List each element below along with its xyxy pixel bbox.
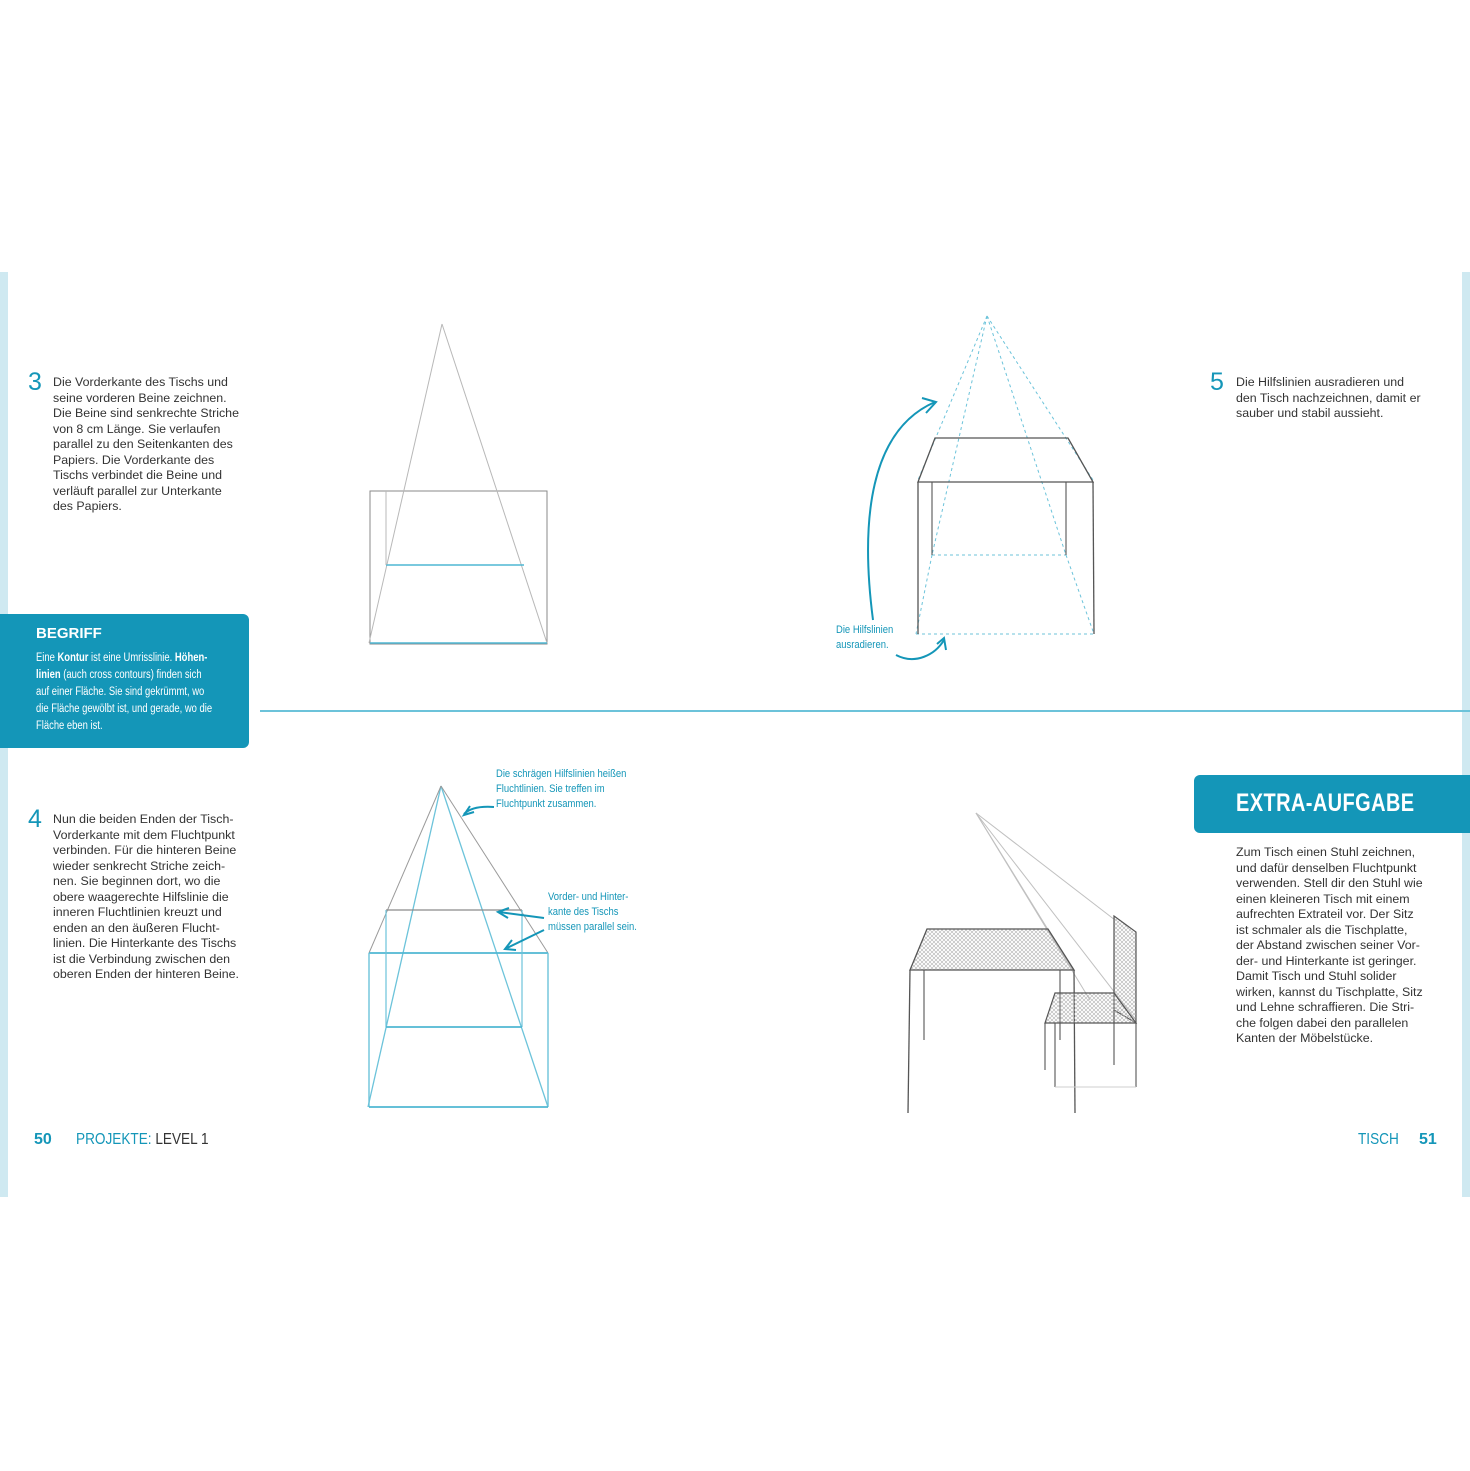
step-5-drawing [868,316,1094,659]
annotation-parallel: Vorder- und Hinter- kante des Tischs müssen parallel sein. [548,891,637,933]
right-page-number: 51 [1419,1131,1437,1148]
step-5-number: 5 [1210,368,1224,396]
step-3-text: Die Vorderkante des Tischs und seine vorderen Beine zeichnen. Die Beine sind senkrechte Striche von 8 cm Länge. Sie verlaufen parallel zu den Seitenkanten des Papiers. Die Vorderkante des Tischs verbindet die Beine und verläuft parallel zur Unterkante des Papiers. [53,375,239,513]
step-4-text: Nun die beiden Enden der Tisch- Vorderkante mit dem Fluchtpunkt verbinden. Für die hinteren Beine wieder senkrecht Striche zeich- nen. Sie beginnen dort, wo die obere waagerechte Hilfslinie die inneren Fluchtlinien kreuzt und enden an den äußeren Flucht- linien. Die Hinterkante des Tischs ist die Verbindung zwischen den oberen Enden der hinteren Beine. [53,812,239,981]
begriff-text-3: (auch cross contours) finden sich auf einer Fläche. Sie sind gekrümmt, wo die Fläche gewölbt ist, und gerade, wo die Fläche eben ist. [36,669,213,732]
extra-drawing [908,813,1136,1113]
extra-aufgabe-title: EXTRA-AUFGABE [1236,789,1415,817]
left-footer-section [76,1131,209,1149]
step-5-text: Die Hilfslinien ausradieren und den Tisch nachzeichnen, damit er sauber und stabil aussieht. [1236,375,1421,420]
begriff-bold-hoehenlinien: Höhen- linien [36,652,208,681]
begriff-title: BEGRIFF [36,625,102,642]
extra-aufgabe-text: Zum Tisch einen Stuhl zeichnen, und dafür denselben Fluchtpunkt verwenden. Stell dir den Stuhl wie einen kleineren Tisch mit einem aufrechten Extrateil vor. Der Sitz ist schmaler als die Tischplatte, der Abstand zwischen seiner Vor- der- und Hinterkante ist geringer. Damit Tisch und Stuhl solider wirken, kannst du Tischplatte, Sitz und Lehne schraffieren. Die Stri- che folgen dabei den parallelen Kanten der Möbelstücke. [1236,845,1423,1045]
step-3-drawing [369,324,547,644]
begriff-text-1: Eine [36,652,58,664]
left-page-number: 50 [34,1131,52,1148]
footer-projekte-label: PROJEKTE: [76,1131,152,1148]
step-4-number: 4 [28,805,42,833]
annotation-fluchtlinien: Die schrägen Hilfslinien heißen Fluchtlinien. Sie treffen im Fluchtpunkt zusammen. [496,768,627,810]
begriff-text-2: ist eine Umrisslinie. [88,652,175,664]
right-footer-section: TISCH [1358,1131,1399,1148]
footer-level-label: LEVEL 1 [151,1131,209,1148]
step-4-drawing [368,786,548,1107]
annotation-hilfslinien: Die Hilfslinien ausradieren. [836,624,894,651]
begriff-bold-kontur: Kontur [57,652,89,664]
step-3-number: 3 [28,368,42,396]
